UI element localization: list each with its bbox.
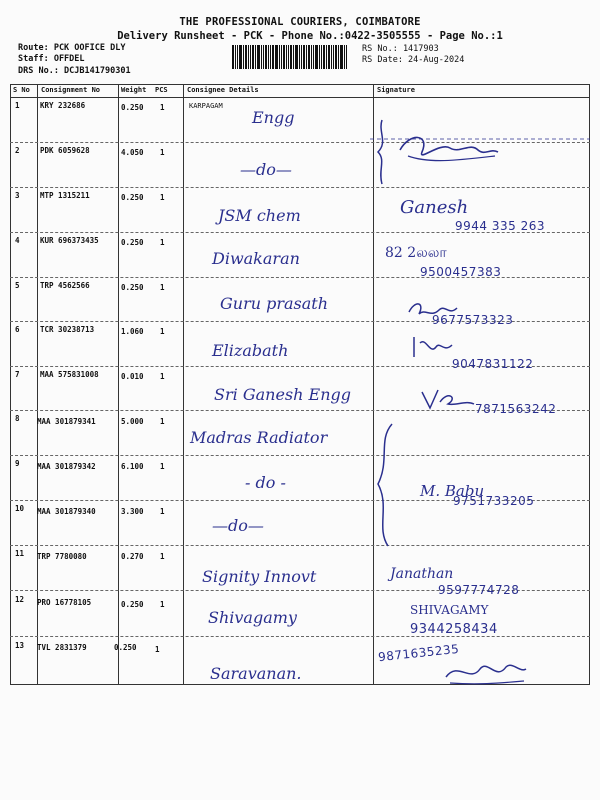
row-consignment: MAA 575831008 [40, 370, 99, 379]
barcode-bar [346, 45, 347, 69]
row-separator [10, 545, 590, 546]
barcode-bar [255, 45, 256, 69]
row-pcs: 1 [160, 507, 165, 516]
row-pcs: 1 [160, 283, 165, 292]
row-consignment: TRP 4562566 [40, 281, 90, 290]
signature-row3: Ganesh [400, 197, 469, 218]
row-weight: 1.060 [121, 327, 144, 336]
row-sno: 10 [15, 504, 25, 513]
row-pcs: 1 [160, 372, 165, 381]
row-pcs: 1 [160, 148, 165, 157]
barcode-bar [333, 45, 334, 69]
row-weight: 0.250 [121, 193, 144, 202]
barcode-bar [306, 45, 307, 69]
document-subtitle: Delivery Runsheet - PCK - Phone No.:0422-3505555 - Page No.:1 [117, 30, 503, 42]
barcode-bar [235, 45, 236, 69]
barcode-bar [243, 45, 244, 69]
row-weight: 4.050 [121, 148, 144, 157]
row-pcs: 1 [160, 193, 165, 202]
row-sno: 11 [15, 549, 25, 558]
row-pcs: 1 [160, 417, 165, 426]
barcode-bar [250, 45, 251, 69]
signature-scribble-row7 [418, 386, 478, 414]
barcode-bar [290, 45, 292, 69]
row-consignee-handwritten: Sri Ganesh Engg [214, 385, 351, 404]
row-consignee-handwritten: Madras Radiator [190, 428, 328, 447]
row-consignment: TVL 2831379 [37, 643, 87, 652]
barcode-bar [252, 45, 254, 69]
barcode-bar [303, 45, 305, 69]
barcode-bar [263, 45, 264, 69]
row-consignment: MTP 1315211 [40, 191, 90, 200]
drs-label: DRS No.: DCJB141790301 [18, 66, 131, 76]
brace-rows-8-10 [370, 420, 410, 550]
row-phone: 9677573323 [432, 313, 514, 327]
row-consignment: KRY 232686 [40, 101, 86, 110]
barcode-bar [295, 45, 298, 69]
barcode-bar [308, 45, 310, 69]
row-consignee-handwritten: JSM chem [218, 206, 301, 225]
barcode-bar [270, 45, 271, 69]
barcode-bar [237, 45, 238, 69]
barcode-bar [261, 45, 262, 69]
row-consignee-handwritten: —do— [240, 160, 292, 179]
row-consignee-handwritten: - do - [245, 473, 286, 492]
signature-row4: 82 2லலா [385, 245, 447, 261]
row-sno: 9 [15, 459, 20, 468]
header-consignee: Consignee Details [187, 86, 259, 94]
barcode-bar [299, 45, 300, 69]
row-consignment: MAA 301879341 [37, 417, 96, 426]
header-pcs: PCS [155, 86, 168, 94]
row-consignee-handwritten: —do— [212, 516, 264, 535]
barcode-bar [323, 45, 325, 69]
barcode-bar [311, 45, 312, 69]
row-sno: 3 [15, 191, 20, 200]
row-phone: 9871635235 [377, 641, 460, 665]
row-consignment: PRO 16778105 [37, 598, 92, 607]
document-title: THE PROFESSIONAL COURIERS, COIMBATORE [179, 16, 421, 28]
barcode-bar [239, 45, 242, 69]
row-consignee-handwritten: Diwakaran [212, 249, 300, 268]
row-phone: 9344258434 [410, 622, 498, 637]
row-weight: 0.270 [121, 552, 144, 561]
barcode-bar [331, 45, 332, 69]
row-sno: 2 [15, 146, 20, 155]
barcode-bar [328, 45, 330, 69]
staff-label: Staff: OFFDEL [18, 54, 85, 64]
barcode-bar [275, 45, 278, 69]
route-label: Route: PCK OOFICE DLY [18, 43, 126, 53]
barcode-bar [265, 45, 267, 69]
barcode-bar [272, 45, 274, 69]
row-phone: 9944 335 263 [455, 219, 545, 233]
row-separator [10, 277, 590, 278]
row-phone: 9500457383 [420, 265, 502, 279]
col-divider [37, 84, 38, 684]
row-consignment: PDK 6059628 [40, 146, 90, 155]
barcode-bar [268, 45, 269, 69]
rs-number: RS No.: 1417903 [362, 44, 439, 54]
row-sno: 7 [15, 370, 20, 379]
barcode-bar [248, 45, 249, 69]
barcode-bar [245, 45, 247, 69]
row-phone: 7871563242 [475, 402, 557, 416]
row-pcs: 1 [160, 600, 165, 609]
row-sno: 5 [15, 281, 20, 290]
row-weight: 0.250 [121, 283, 144, 292]
row-consignment: KUR 696373435 [40, 236, 99, 245]
row-consignee-handwritten: Elizabath [212, 341, 289, 360]
barcode-bar [321, 45, 322, 69]
row-consignment: MAA 301879340 [37, 507, 96, 516]
row-sno: 13 [15, 641, 25, 650]
row-pcs: 1 [160, 238, 165, 247]
barcode-bar [340, 45, 343, 69]
row-pcs: 1 [160, 552, 165, 561]
table-header-border [10, 97, 590, 98]
row-sno: 8 [15, 414, 20, 423]
rs-date: RS Date: 24-Aug-2024 [362, 55, 465, 65]
row-weight: 0.250 [121, 238, 144, 247]
row-consignment: MAA 301879342 [37, 462, 96, 471]
row-consignee-handwritten: Engg [252, 108, 295, 127]
row-pcs: 1 [155, 645, 160, 654]
barcode-bar [315, 45, 318, 69]
barcode-bar [283, 45, 285, 69]
signature-scribble-row6 [408, 333, 458, 363]
row-weight: 3.300 [121, 507, 144, 516]
row-consignment: TRP 7780080 [37, 552, 87, 561]
signature-scribble-row1-2 [370, 112, 590, 192]
row-separator [10, 455, 590, 456]
barcode-bar [335, 45, 337, 69]
row-sno: 4 [15, 236, 20, 245]
row-sno: 12 [15, 595, 25, 604]
table-left-border [10, 84, 11, 684]
row-consignment: TCR 30238713 [40, 325, 95, 334]
row-pcs: 1 [160, 462, 165, 471]
signature-scribble-row13 [440, 655, 530, 689]
barcode-bar [319, 45, 320, 69]
header-signature: Signature [377, 86, 415, 94]
signature-row11: Janathan [390, 566, 454, 582]
row-weight: 5.000 [121, 417, 144, 426]
barcode-bar [344, 45, 345, 69]
col-divider [183, 84, 184, 684]
barcode-bar [301, 45, 302, 69]
barcode-bar [293, 45, 294, 69]
barcode-bar [281, 45, 282, 69]
barcode-bar [257, 45, 260, 69]
header-weight: Weight [121, 86, 147, 94]
header-consignment: Consignment No [41, 86, 101, 94]
signature-row12: SHIVAGAMY [410, 603, 489, 617]
row-phone: 9597774728 [438, 583, 520, 597]
row-weight: 0.250 [121, 600, 144, 609]
row-pcs: 1 [160, 327, 165, 336]
barcode-bar [313, 45, 314, 69]
barcode-bar [286, 45, 287, 69]
row-consignee-handwritten: Shivagamy [208, 608, 297, 627]
barcode-bar [288, 45, 289, 69]
row-sno: 6 [15, 325, 20, 334]
row-sno: 1 [15, 101, 20, 110]
header-sno: S No [13, 86, 30, 94]
row-phone: 9047831122 [452, 357, 534, 371]
row-separator [10, 636, 590, 637]
barcode [232, 45, 352, 69]
ink-rule [370, 136, 590, 142]
row-consignee-handwritten: Guru prasath [220, 294, 329, 313]
col-divider [118, 84, 119, 684]
barcode-bar [232, 45, 234, 69]
row-consignee-handwritten: Saravanan. [210, 664, 302, 683]
table-top-border [10, 84, 590, 85]
row-consignee-printed: KARPAGAM [189, 102, 223, 110]
barcode-bar [338, 45, 339, 69]
row-weight: 6.100 [121, 462, 144, 471]
row-phone: 9751733205 [453, 494, 535, 508]
barcode-bar [279, 45, 280, 69]
row-pcs: 1 [160, 103, 165, 112]
row-weight: 0.250 [114, 643, 137, 652]
row-weight: 0.010 [121, 372, 144, 381]
barcode-bar [326, 45, 327, 69]
row-consignee-handwritten: Signity Innovt [202, 567, 317, 586]
row-weight: 0.250 [121, 103, 144, 112]
signature-row9: M. Babu [420, 482, 485, 500]
signature-scribble-row5 [405, 298, 465, 322]
